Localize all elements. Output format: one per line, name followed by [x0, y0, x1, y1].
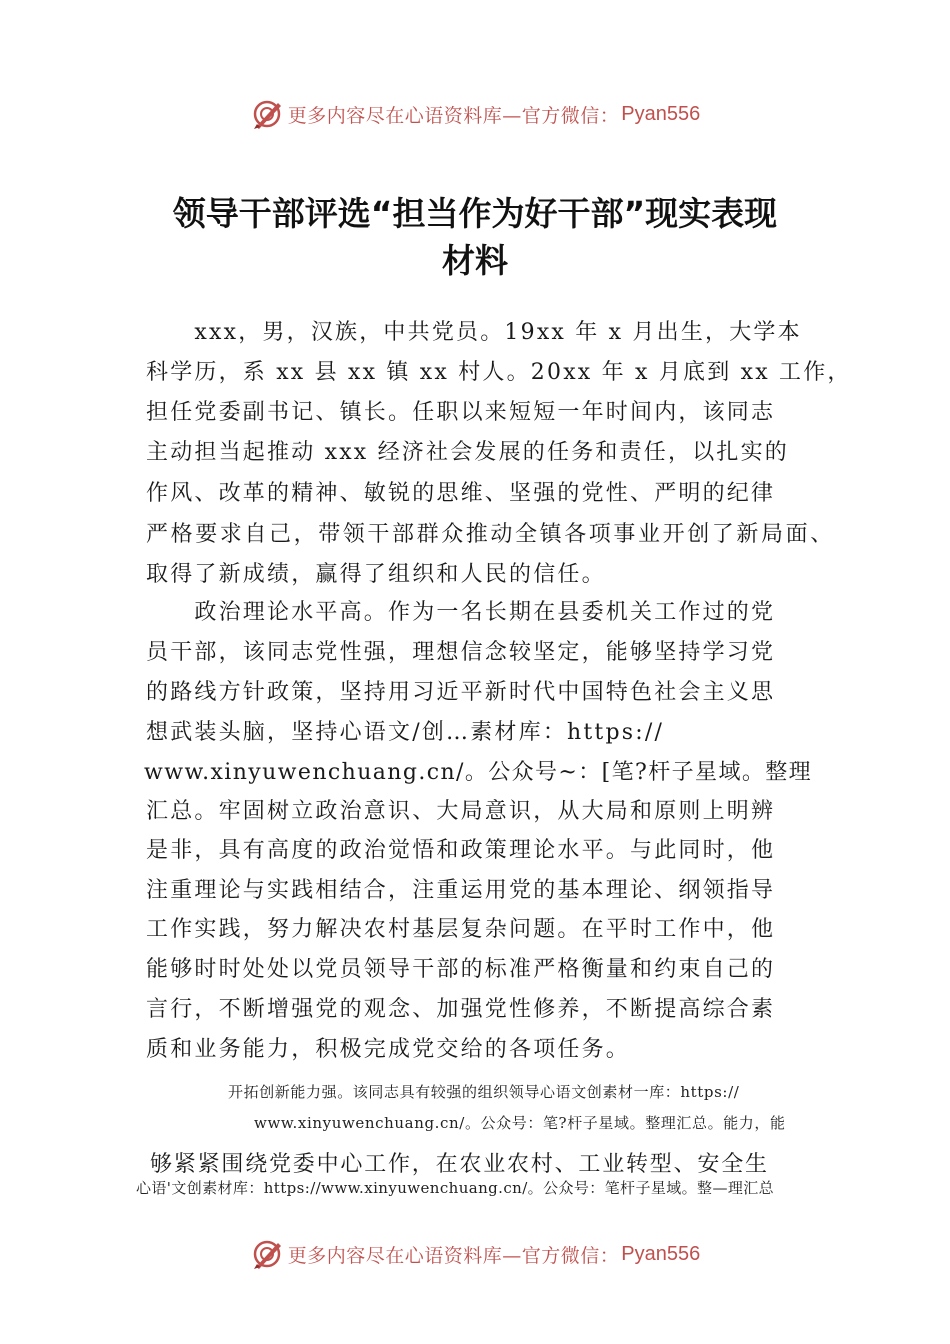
watermark-line: www.xinyuwenchuang.cn/。公众号：笔?杆子星域。整理汇总。能力，能 [254, 1114, 786, 1132]
body-line: 注重理论与实践相结合，注重运用党的基本理论、纲领指导 [146, 878, 776, 903]
body-line: 作风、改革的精神、敏锐的思维、坚强的党性、严明的纪律 [146, 481, 776, 506]
body-line: 担任党委副书记、镇长。任职以来短短一年时间内，该同志 [146, 400, 776, 425]
banner-wechat-id: Pyan556 [621, 1242, 701, 1265]
body-line: 严格要求自己，带领干部群众推动全镇各项事业开创了新局面、 [146, 522, 835, 547]
pen-logo-icon [250, 97, 284, 131]
watermark-line: 开拓创新能力强。该同志具有较强的组织领导心语文创素材一库：https:// [228, 1083, 740, 1101]
body-line: 的路线方针政策，坚持用习近平新时代中国特色社会主义思 [146, 680, 776, 705]
body-line: 员干部，该同志党性强，理想信念较坚定，能够坚持学习党 [146, 640, 776, 665]
body-line: 是非，具有高度的政治觉悟和政策理论水平。与此同时，他 [146, 838, 776, 863]
title-line-2: 材料 [442, 241, 508, 280]
body-line: 质和业务能力，积极完成党交给的各项任务。 [146, 1037, 631, 1062]
banner-text: 更多内容尽在心语资料库—官方微信： [287, 1244, 620, 1267]
body-line: xxx，男，汉族，中共党员。19xx 年 x 月出生，大学本 [146, 320, 802, 345]
body-line: 言行，不断增强党的观念、加强党性修养，不断提高综合素 [146, 997, 776, 1022]
footer-watermark: 心语'文创素材库：https://www.xinyuwenchuang.cn/。公众号：笔杆子星域。整—理汇总 [136, 1179, 775, 1197]
banner-wechat-id: Pyan556 [621, 102, 701, 125]
body-line: 科学历，系 xx 县 xx 镇 xx 村人。20xx 年 x 月底到 xx 工作， [146, 360, 852, 385]
footer-banner [0, 1234, 950, 1274]
header-banner [0, 94, 950, 134]
body-line: www.xinyuwenchuang.cn/。公众号~：[笔?杆子星域。整理 [144, 760, 813, 785]
body-line: 政治理论水平高。作为一名长期在县委机关工作过的党 [146, 600, 776, 625]
title-line-1: 领导干部评选“担当作为好干部”现实表现 [172, 194, 778, 233]
body-line: 主动担当起推动 xxx 经济社会发展的任务和责任，以扎实的 [146, 440, 790, 465]
body-line: 能够时时处处以党员领导干部的标准严格衡量和约束自己的 [146, 957, 776, 982]
body-line: 汇总。牢固树立政治意识、大局意识，从大局和原则上明辨 [146, 799, 776, 824]
body-line: 够紧紧围绕党委中心工作，在农业农村、工业转型、安全生 [150, 1152, 769, 1177]
body-line: 工作实践，努力解决农村基层复杂问题。在平时工作中，他 [146, 917, 776, 942]
banner-text: 更多内容尽在心语资料库—官方微信： [287, 104, 620, 127]
body-line: 取得了新成绩，赢得了组织和人民的信任。 [146, 562, 606, 587]
pen-logo-icon [250, 1237, 284, 1271]
body-line: 想武装头脑，坚持心语文/创…素材库：https:// [146, 720, 665, 745]
document-title [0, 190, 950, 284]
